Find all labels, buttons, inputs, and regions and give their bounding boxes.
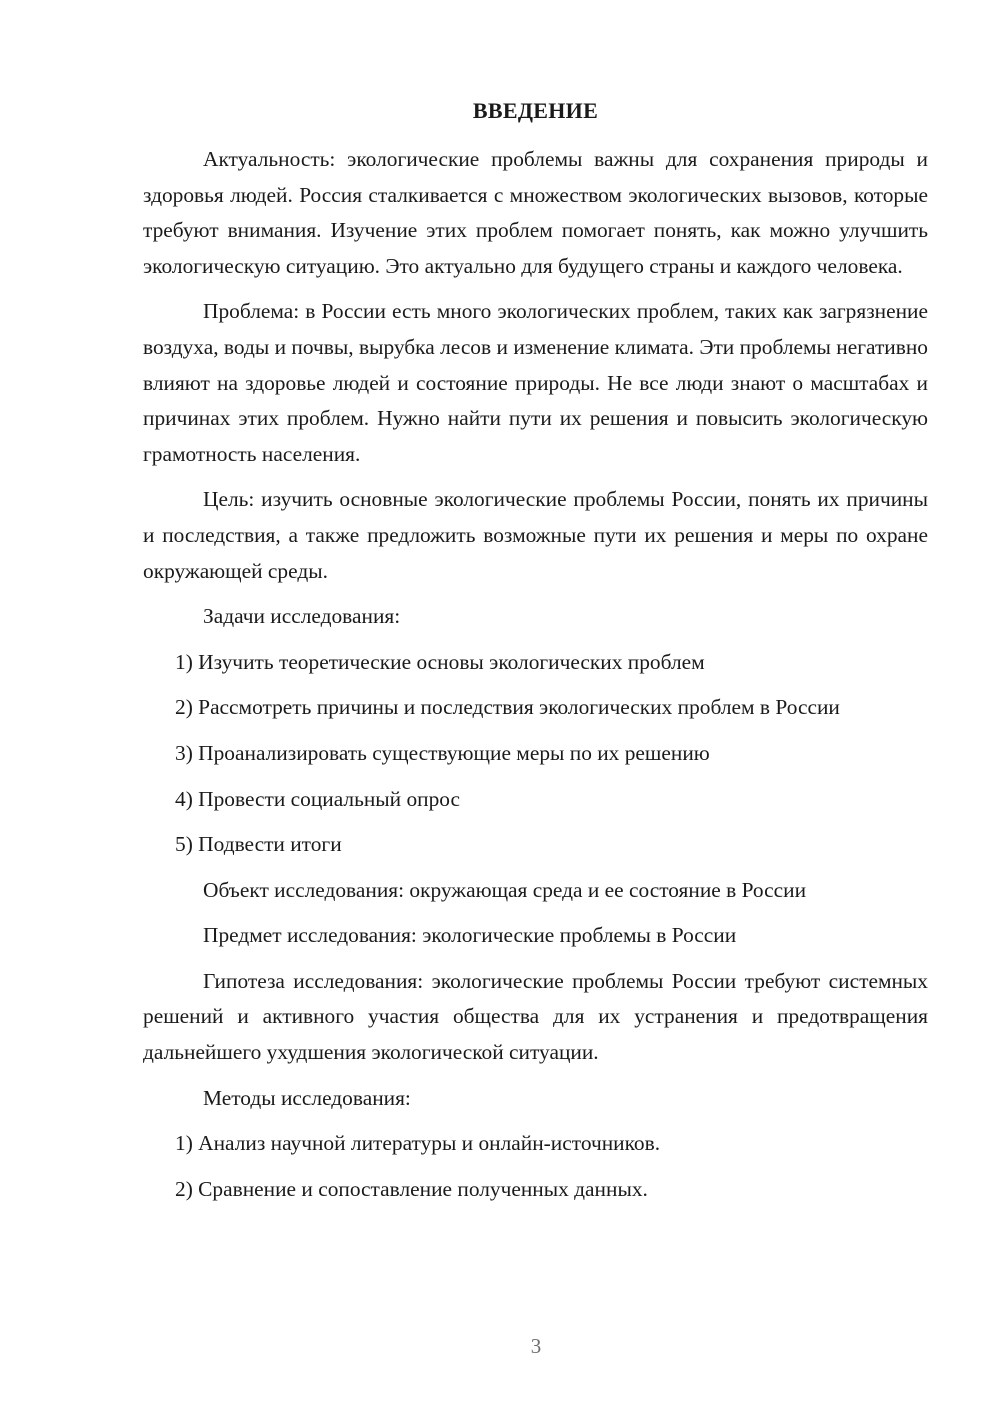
introduction-body [143, 142, 928, 1207]
hypothesis-paragraph: Гипотеза исследования: экологические проблемы России требуют системных решений и активного участия общества для их устранения и предотвращения дальнейшего ухудшения экологической ситуации. [143, 968, 928, 1065]
subject-paragraph: Предмет исследования: экологические проблемы в России [203, 923, 737, 948]
object-paragraph: Объект исследования: окружающая среда и ее состояние в России [203, 877, 807, 902]
methods-title: Методы исследования: [203, 1085, 411, 1110]
goal-paragraph: Цель: изучить основные экологические проблемы России, понять их причины и последствия, а также предложить возможные пути их решения и меры по охране окружающей среды. [143, 487, 928, 583]
page-number: 3 [530, 1334, 542, 1358]
problem-paragraph: Проблема: в России есть много экологических проблем, таких как загрязнение воздуха, воды и почвы, вырубка лесов и изменение климата. Эти проблемы негативно влияют на здоровье людей и состояние природы. Не все люди знают о масштабах и причинах этих проблем. Нужно найти пути их решения и повысить экологическую грамотность населения. [143, 299, 928, 466]
task-item: 1) Изучить теоретические основы экологических проблем [175, 649, 705, 674]
task-item: 4) Провести социальный опрос [175, 786, 461, 811]
task-item: 2) Рассмотреть причины и последствия экологических проблем в России [175, 695, 840, 720]
section-heading: ВВЕДЕНИЕ [472, 98, 599, 123]
task-item: 3) Проанализировать существующие меры по их решению [175, 740, 710, 765]
tasks-title: Задачи исследования: [203, 604, 401, 629]
relevance-paragraph: Актуальность: экологические проблемы важны для сохранения природы и здоровья людей. Россия сталкивается с множеством экологических вызовов, которые требуют внимания. Изучение этих проблем помогает понять, как можно улучшить экологическую ситуацию. Это актуально для будущего страны и каждого человека. [143, 147, 928, 278]
method-item: 1) Анализ научной литературы и онлайн-источников. [175, 1131, 661, 1156]
task-item: 5) Подвести итоги [175, 832, 342, 857]
method-item: 2) Сравнение и сопоставление полученных данных. [175, 1176, 648, 1201]
